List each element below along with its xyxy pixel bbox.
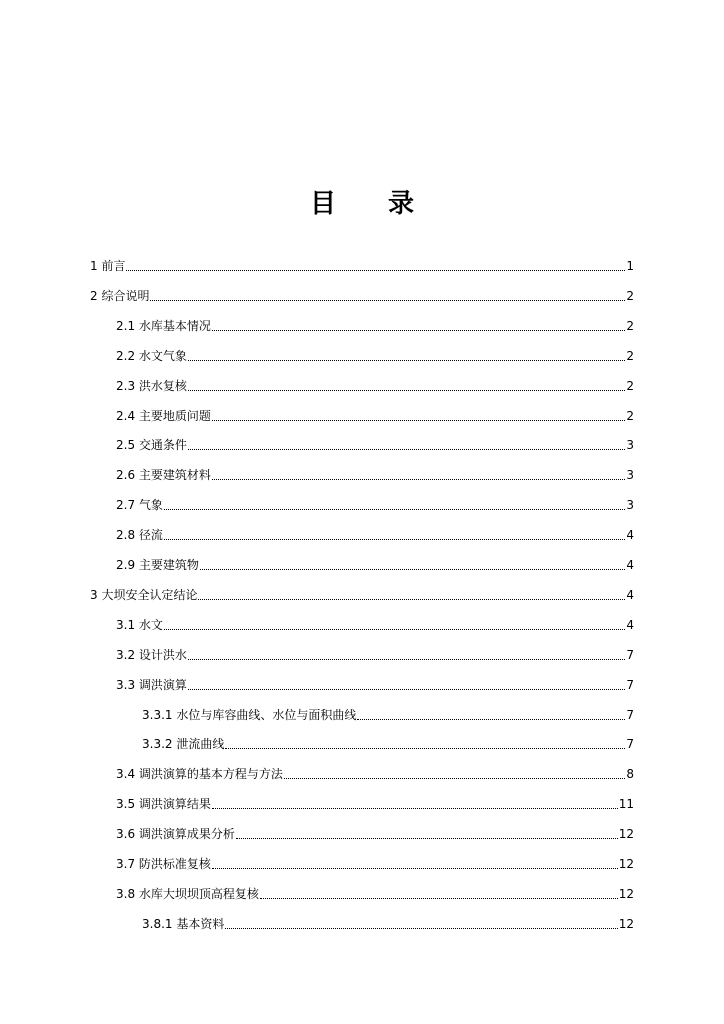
- toc-entry-label: 2.5 交通条件: [116, 438, 187, 453]
- dot-leader: [284, 778, 625, 779]
- toc-entry-page-number: 12: [618, 886, 634, 901]
- title-char-right: 录: [388, 189, 415, 219]
- toc-entry[interactable]: [116, 551, 634, 573]
- dot-leader: [357, 719, 625, 720]
- toc-entry[interactable]: [116, 491, 634, 513]
- toc-entry[interactable]: [116, 312, 634, 334]
- toc-entry-label: 2.8 径流: [116, 528, 163, 543]
- toc-entry-label: 1 前言: [90, 259, 126, 273]
- toc-entry-page-number: 7: [626, 677, 634, 692]
- toc-entry-page-number: 2: [626, 378, 634, 393]
- dot-leader: [212, 479, 625, 480]
- toc-entry[interactable]: [142, 701, 634, 723]
- toc-entry[interactable]: [116, 760, 634, 782]
- toc-entry-page-number: 4: [626, 558, 634, 572]
- toc-entry-label: 2.2 水文气象: [116, 348, 187, 363]
- dot-leader: [164, 539, 625, 540]
- dot-leader: [150, 300, 625, 301]
- toc-entry-page-number: 7: [626, 647, 634, 662]
- toc-entry-label: 3.3.2 泄流曲线: [142, 737, 225, 752]
- toc-entry[interactable]: [116, 820, 634, 842]
- toc-entry-label: 3.6 调洪演算成果分析: [116, 827, 235, 842]
- dot-leader: [212, 808, 618, 809]
- toc-entry[interactable]: [116, 790, 634, 812]
- toc-entry-page-number: 7: [626, 737, 634, 752]
- dot-leader: [225, 928, 617, 929]
- toc-entry-page-number: 4: [626, 528, 634, 543]
- toc-entry-label: 3.4 调洪演算的基本方程与方法: [116, 767, 283, 782]
- toc-entry-label: 3.2 设计洪水: [116, 647, 187, 662]
- toc-entry-page-number: 7: [626, 707, 634, 722]
- dot-leader: [212, 868, 618, 869]
- toc-entry[interactable]: [116, 850, 634, 872]
- dot-leader: [126, 270, 625, 271]
- toc-entry-label: 3 大坝安全认定结论: [90, 587, 198, 602]
- toc-entry-page-number: 3: [626, 438, 634, 453]
- dot-leader: [260, 898, 618, 899]
- toc-entry[interactable]: [90, 252, 634, 274]
- dot-leader: [188, 390, 625, 391]
- toc-entry[interactable]: [116, 521, 634, 543]
- toc-entry[interactable]: [116, 402, 634, 424]
- toc-entry-page-number: 4: [626, 587, 634, 602]
- toc-entry-label: 3.5 调洪演算结果: [116, 797, 211, 812]
- toc-entry-label: 2.9 主要建筑物: [116, 558, 199, 572]
- dot-leader: [198, 599, 625, 600]
- toc-entry[interactable]: [116, 671, 634, 693]
- toc-entry-page-number: 12: [618, 827, 634, 842]
- toc-entry[interactable]: [90, 581, 634, 603]
- toc-entry-label: 2.4 主要地质问题: [116, 408, 211, 423]
- toc-entry-label: 3.3.1 水位与库容曲线、水位与面积曲线: [142, 707, 357, 722]
- toc-entry-label: 2.3 洪水复核: [116, 378, 187, 393]
- dot-leader: [164, 629, 625, 630]
- dot-leader: [188, 659, 625, 660]
- toc-entry-page-number: 3: [626, 468, 634, 483]
- toc-entry-page-number: 4: [626, 617, 634, 632]
- toc-entry-label: 2 综合说明: [90, 288, 150, 303]
- toc-entry[interactable]: [116, 342, 634, 364]
- dot-leader: [188, 360, 625, 361]
- toc-entry-label: 2.7 气象: [116, 498, 163, 513]
- toc-entry[interactable]: [142, 730, 634, 752]
- toc-entry[interactable]: [142, 910, 634, 932]
- dot-leader: [225, 748, 625, 749]
- toc-entry-page-number: 12: [618, 857, 634, 871]
- dot-leader: [236, 838, 618, 839]
- dot-leader: [188, 449, 625, 450]
- toc-entry-label: 2.6 主要建筑材料: [116, 468, 211, 483]
- toc-entry[interactable]: [116, 611, 634, 633]
- dot-leader: [188, 689, 625, 690]
- toc-entry-page-number: 8: [626, 767, 634, 782]
- toc-entry-page-number: 3: [626, 498, 634, 513]
- toc-entry-page-number: 2: [626, 288, 634, 303]
- page-title: [0, 183, 724, 220]
- toc-entry-page-number: 1: [626, 259, 634, 273]
- toc-entry-page-number: 2: [626, 348, 634, 363]
- toc-entry[interactable]: [90, 282, 634, 304]
- toc-entry-label: 3.8.1 基本资料: [142, 916, 225, 931]
- toc-entry-page-number: 2: [626, 318, 634, 333]
- toc-entry[interactable]: [116, 461, 634, 483]
- dot-leader: [212, 420, 625, 421]
- toc-entry[interactable]: [116, 431, 634, 453]
- toc-entry[interactable]: [116, 880, 634, 902]
- title-char-left: 目: [309, 189, 336, 219]
- toc-entry[interactable]: [116, 641, 634, 663]
- dot-leader: [212, 330, 625, 331]
- toc-entry-page-number: 2: [626, 408, 634, 423]
- toc-entry-label: 3.7 防洪标准复核: [116, 857, 211, 871]
- toc-entry-label: 3.1 水文: [116, 617, 163, 632]
- toc-entry-page-number: 12: [618, 916, 634, 931]
- toc-entry-label: 3.3 调洪演算: [116, 677, 187, 692]
- toc-entry-label: 3.8 水库大坝坝顶高程复核: [116, 886, 259, 901]
- toc-entry[interactable]: [116, 372, 634, 394]
- dot-leader: [164, 509, 625, 510]
- toc-entry-label: 2.1 水库基本情况: [116, 318, 211, 333]
- toc-entry-page-number: 11: [618, 797, 634, 812]
- dot-leader: [200, 569, 625, 570]
